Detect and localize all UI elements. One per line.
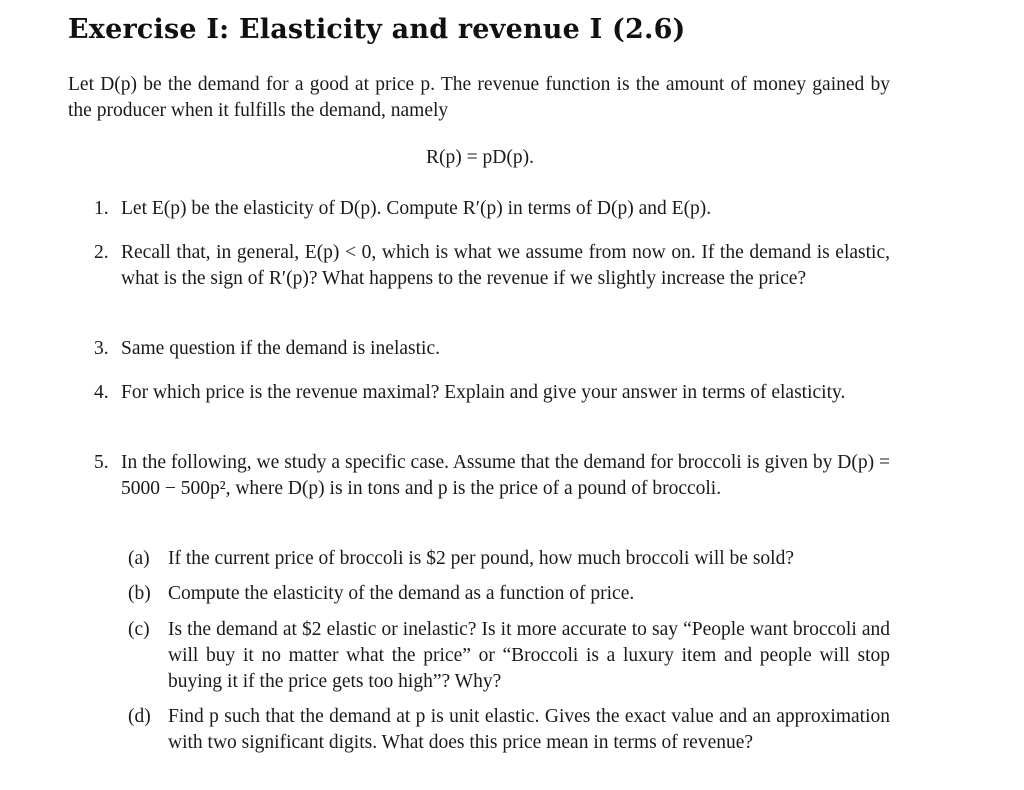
question-5 (94, 450, 890, 502)
subquestion-b (128, 581, 890, 607)
exercise-title: Exercise I: Elasticity and revenue I (2.6) (68, 14, 686, 45)
question-3 (94, 336, 890, 362)
question-text: In the following, we study a specific case. Assume that the demand for broccoli is given by D(p) = 5000 − 500p², where D(p) is in tons and p is the price of a pound of broccoli. (121, 452, 890, 499)
subquestion-text: Is the demand at $2 elastic or inelastic? Is it more accurate to say “People want broccoli and will buy it no matter what the price” or “Broccoli is a luxury item and people will stop buying it if the price gets too high”? Why? (168, 619, 890, 692)
question-number: 4. (94, 382, 109, 403)
subquestion-text: If the current price of broccoli is $2 per pound, how much broccoli will be sold? (168, 548, 794, 569)
revenue-formula: R(p) = pD(p). (426, 147, 534, 168)
subquestion-a (128, 546, 890, 572)
question-number: 2. (94, 242, 109, 263)
question-number: 1. (94, 198, 109, 219)
question-number: 3. (94, 338, 109, 359)
question-4 (94, 380, 890, 406)
subquestion-text: Find p such that the demand at p is unit elastic. Gives the exact value and an approximation with two significant digits. What does this price mean in terms of revenue? (168, 706, 890, 753)
subquestion-label: (b) (128, 583, 151, 604)
subquestion-label: (d) (128, 706, 151, 727)
subquestion-label: (c) (128, 619, 150, 640)
subquestion-label: (a) (128, 548, 150, 569)
question-text: Let E(p) be the elasticity of D(p). Compute R′(p) in terms of D(p) and E(p). (121, 198, 712, 219)
intro-paragraph: Let D(p) be the demand for a good at price p. The revenue function is the amount of money gained by the producer when it fulfills the demand, namely (68, 74, 890, 121)
question-text: Same question if the demand is inelastic. (121, 338, 440, 359)
question-number: 5. (94, 452, 109, 473)
question-2 (94, 240, 890, 292)
question-1 (94, 196, 890, 222)
question-text: Recall that, in general, E(p) < 0, which is what we assume from now on. If the demand is elastic, what is the sign of R′(p)? What happens to the revenue if we slightly increase the price? (121, 242, 890, 289)
subquestion-d (128, 704, 890, 756)
subquestion-c (128, 617, 890, 695)
subquestion-text: Compute the elasticity of the demand as a function of price. (168, 583, 635, 604)
question-text: For which price is the revenue maximal? Explain and give your answer in terms of elasticity. (121, 382, 846, 403)
